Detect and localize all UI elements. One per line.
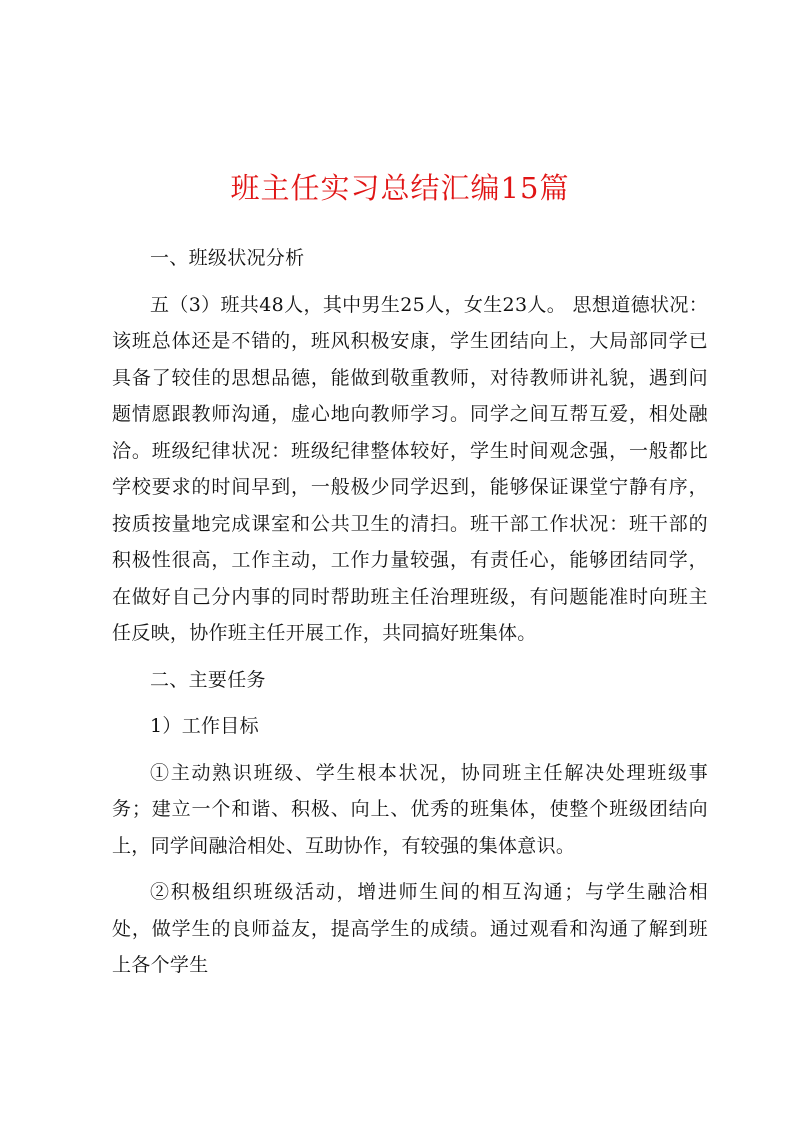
section-heading-main-tasks: 二、主要任务: [150, 668, 266, 691]
document-body: [112, 240, 708, 984]
paragraph-goal-item-2: ②积极组织班级活动，增进师生间的相互沟通；与学生融洽相处，做学生的良师益友，提高学生的成绩。通过观看和沟通了解到班上各个学生: [112, 881, 708, 976]
paragraph-class-analysis: 五（3）班共48人，其中男生25人，女生23人。 思想道德状况：该班总体还是不错的，班风积极安康，学生团结向上，大局部同学已具备了较佳的思想品德，能做到敬重教师，对待教师讲礼貌，遇到问题情愿跟教师沟通，虚心地向教师学习。同学之间互帮互爱，相处融洽。班级纪律状况：班级纪律整体较好，学生时间观念强，一般都比学校要求的时间早到，一般极少同学迟到，能够保证课堂宁静有序，按质按量地完成课室和公共卫生的清扫。班干部工作状况：班干部的积极性很高，工作主动，工作力量较强，有责任心，能够团结同学，在做好自己分内事的同时帮助班主任治理班级，有问题能准时向班主任反映，协作班主任开展工作，共同搞好班集体。: [112, 293, 708, 644]
paragraph-goal-item-1: ①主动熟识班级、学生根本状况，协同班主任解决处理班级事务；建立一个和谐、积极、向上、优秀的班集体，使整个班级团结向上，同学间融洽相处、互助协作，有较强的集体意识。: [112, 761, 708, 857]
subheading-work-goals: 1）工作目标: [150, 715, 259, 737]
document-title: 班主任实习总结汇编15篇: [230, 171, 570, 205]
section-heading-class-analysis: 一、班级状况分析: [150, 247, 305, 269]
